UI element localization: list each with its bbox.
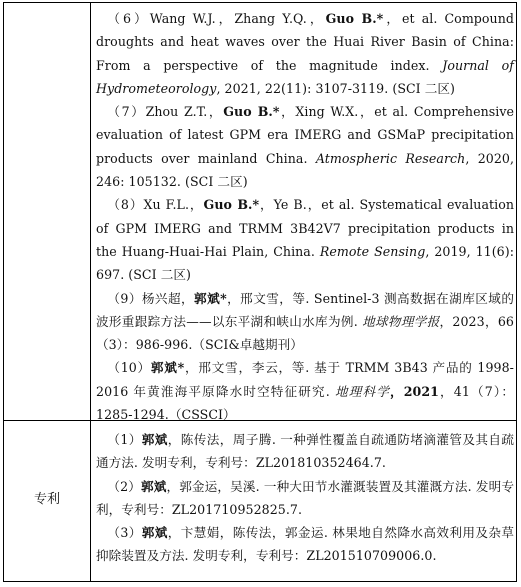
journal-name: Remote Sensing	[319, 243, 426, 259]
patent-label: 专利	[33, 492, 60, 507]
inventor: 郭斌	[141, 432, 168, 447]
patent-entry	[96, 521, 514, 568]
paper-suffix: , 2020, 246: 105132. (SCI 二区)	[96, 150, 514, 190]
corresponding-author: Guo B.*	[223, 104, 280, 120]
paper-suffix: , 2019, 11(6): 697. (SCI 二区)	[96, 243, 515, 283]
paper-suffix: , 2021, 22(11): 3107-3119. (SCI 二区)	[216, 80, 456, 96]
journal-name: 地球物理学报	[362, 313, 440, 329]
paper-entry	[96, 193, 514, 286]
paper-body: ，Ye B.，et al. Systematical evaluation of GPM IMERG and TRMM 3B42V7 precipitation products in the Huang-Huai-Hai Plain, China.	[96, 197, 514, 259]
patent-body: ，陈传法，周子腾. 一种弹性覆盖自疏通防堵滴灌管及其自疏通方法. 发明专利，专利号：ZL201810352464.7.	[96, 432, 514, 471]
patent-body: ，卞慧娟，陈传法，郭金运. 林果地自然降水高效利用及杂草抑除装置及方法. 发明专利，专利号：ZL201510709006.0.	[96, 525, 514, 564]
paper-suffix: ，2023，66（3）：986-996.（SCI&卓越期刊）	[96, 313, 514, 353]
paper-entry	[96, 287, 514, 357]
patent-entry	[96, 428, 514, 475]
patent-body: ，郭金运，吴溪. 一种大田节水灌溉装置及其灌溉方法. 发明专利，专利号：ZL201710952825.7.	[96, 478, 514, 517]
paper-prefix: （6）Wang W.J.，Zhang Y.Q.，	[107, 11, 326, 26]
corresponding-author: Guo B.*	[325, 11, 384, 26]
inventor: 郭斌	[141, 525, 168, 541]
patent-prefix: （3）	[107, 525, 142, 541]
paper-prefix: （9）杨兴超，	[107, 290, 195, 306]
patent-entry	[96, 475, 514, 522]
patent-prefix: （2）	[107, 478, 141, 494]
paper-body: ，et al. Compound droughts and heat waves over the Huai River Basin of China: From a perspective of the magnitude index.	[96, 11, 514, 73]
column-divider	[90, 3, 91, 581]
paper-entry	[96, 7, 514, 100]
paper-entry	[96, 356, 514, 426]
patents-cell	[96, 428, 514, 568]
journal-name: Journal of Hydrometeorology	[96, 57, 514, 96]
paper-body: ，邢文雪，李云，等. 基于 TRMM 3B43 产品的 1998-2016 年黄淮海平原降水时空特征研究.	[96, 360, 514, 399]
paper-prefix: （8）Xu F.L.，	[107, 197, 204, 213]
paper-suffix: ，41（7）：1285-1294.（CSSCI）	[96, 383, 514, 423]
corresponding-author: Guo B.*	[203, 197, 260, 213]
paper-body: ，Xing W.X.，et al. Comprehensive evaluation of latest GPM era IMERG and GSMaP precipitation products over mainland China.	[96, 104, 514, 166]
inventor: 郭斌	[140, 478, 167, 494]
journal-name: Atmospheric Research	[315, 150, 466, 166]
corresponding-author: 郭斌*	[150, 360, 185, 376]
paper-prefix: （10）	[107, 360, 151, 376]
patent-prefix: （1）	[107, 432, 142, 447]
table-frame	[3, 2, 517, 582]
papers-cell	[96, 7, 514, 426]
paper-body: ，邢文雪，等. Sentinel-3 测高数据在湖库区域的波形重跟踪方法——以东平湖和峡山水库为例.	[96, 290, 514, 329]
journal-name: 地理科学	[334, 383, 390, 399]
paper-prefix: （7）Zhou Z.T.，	[107, 104, 224, 120]
paper-entry	[96, 100, 514, 193]
paper-year: ，2021	[389, 383, 439, 399]
corresponding-author: 郭斌*	[194, 290, 227, 306]
